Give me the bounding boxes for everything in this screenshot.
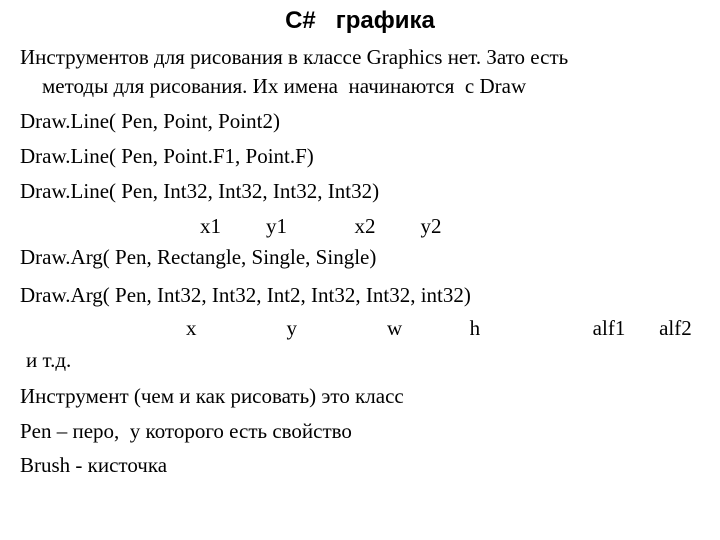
text-line-etc: и т.д. xyxy=(26,348,72,372)
text-line-arg-params: x y w h alf1 alf2 xyxy=(186,316,692,340)
text-line-drawline-int32: Draw.Line( Pen, Int32, Int32, Int32, Int32) xyxy=(20,179,380,203)
text-line-drawline-pointf: Draw.Line( Pen, Point.F1, Point.F) xyxy=(20,144,314,168)
text-line-intro-cont: методы для рисования. Их имена начинаются с Draw xyxy=(42,74,527,98)
text-line-drawarg-rect: Draw.Arg( Pen, Rectangle, Single, Single) xyxy=(20,245,377,269)
text-line-drawarg-int32: Draw.Arg( Pen, Int32, Int32, Int2, Int32, Int32, int32) xyxy=(20,283,471,307)
text-line-tool-class: Инструмент (чем и как рисовать) это класс xyxy=(20,384,404,408)
text-line-drawline-points: Draw.Line( Pen, Point, Point2) xyxy=(20,109,280,133)
slide-title: C# графика xyxy=(285,7,435,34)
text-line-line-params: x1 y1 x2 y2 xyxy=(200,214,442,238)
text-line-brush: Brush - кисточка xyxy=(20,453,168,477)
text-line-pen: Pen – перо, у которого есть свойство xyxy=(20,419,352,443)
text-line-intro: Инструментов для рисования в классе Graphics нет. Зато есть xyxy=(20,45,569,69)
